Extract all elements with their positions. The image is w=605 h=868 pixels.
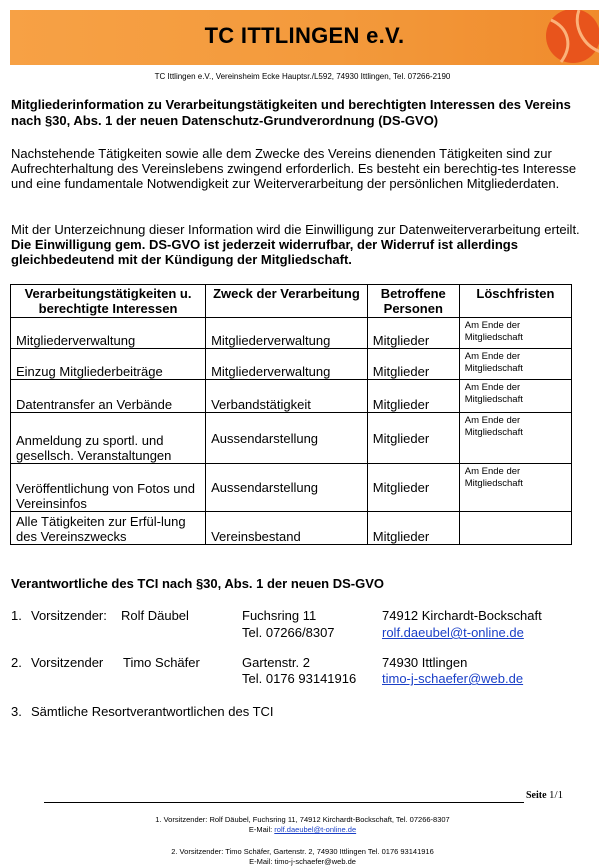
header-purpose: Zweck der Verarbeitung	[206, 285, 368, 318]
table-cell: Mitglieder	[367, 318, 459, 349]
person-email-link[interactable]: rolf.daeubel@t-online.de	[382, 625, 524, 640]
tennis-ball-icon	[539, 10, 599, 65]
footer-email-1	[0, 825, 605, 835]
table-row	[11, 413, 572, 464]
person-city: 74930 Ittlingen	[382, 655, 468, 670]
table-cell	[459, 380, 571, 413]
header-persons: Betroffene Personen	[367, 285, 459, 318]
deletion-text: Am Ende der Mitgliedschaft	[464, 382, 523, 405]
footer-email-link[interactable]: rolf.daeubel@t-online.de	[274, 825, 357, 834]
intro-paragraph: Nachstehende Tätigkeiten sowie alle dem Zwecke des Vereins dienenden Tätigkeiten sind zur Aufrechterhaltung des Vereinslebens zwingend erforderlich. Es besteht ein berechtig-tes Interesse und eine fundamentale Notwendigkeit zur Weiterverarbeitung der persönlichen Mitgliederdaten.	[11, 146, 577, 191]
deletion-text: Am Ende der Mitgliedschaft	[464, 415, 523, 438]
table-header-row	[11, 285, 572, 318]
person-name: Timo Schäfer	[123, 655, 200, 670]
table-cell: Mitglieder	[367, 464, 459, 512]
table-cell	[459, 464, 571, 512]
page-label: Seite	[526, 790, 547, 801]
table-cell: Mitgliederverwaltung	[11, 318, 206, 349]
table-cell: Mitglieder	[367, 413, 459, 464]
table-cell: Veröffentlichung von Fotos und Vereinsinfos	[11, 464, 206, 512]
person-number: 2.	[11, 655, 22, 670]
club-address: TC Ittlingen e.V., Vereinsheim Ecke Hauptsr./L592, 74930 Ittlingen, Tel. 07266-2190	[154, 72, 451, 81]
table-cell	[459, 349, 571, 380]
table-row	[11, 512, 572, 545]
table-cell: Einzug Mitgliederbeiträge	[11, 349, 206, 380]
table-cell	[459, 318, 571, 349]
table-row	[11, 464, 572, 512]
table-cell: Mitgliederverwaltung	[206, 318, 368, 349]
person-number: 1.	[11, 608, 22, 623]
header-banner	[10, 10, 599, 65]
table-cell: Aussendarstellung	[206, 464, 368, 512]
person-phone: Tel. 07266/8307	[242, 625, 335, 640]
header-activities: Verarbeitungstätigkeiten u. berechtigte Interessen	[11, 285, 206, 318]
deletion-text: Am Ende der Mitgliedschaft	[464, 351, 523, 374]
table-cell: Alle Tätigkeiten zur Erfül-lung des Vereinszwecks	[11, 512, 206, 545]
header-deletion: Löschfristen	[459, 285, 571, 318]
table-cell: Vereinsbestand	[206, 512, 368, 545]
table-cell	[459, 413, 571, 464]
footer-divider	[44, 802, 524, 803]
person-street: Fuchsring 11	[242, 608, 317, 623]
consent-text: Mit der Unterzeichnung dieser Information wird die Einwilligung zur Datenweiterverarbeitung erteilt.	[11, 222, 580, 237]
footer-line-2: 2. Vorsitzender: Timo Schäfer, Gartenstr. 2, 74930 Ittlingen Tel. 0176 93141916	[171, 847, 434, 856]
footer-email-label: E-Mail:	[248, 825, 273, 834]
person-role: Vorsitzender:	[31, 608, 107, 623]
table-cell: Mitgliederverwaltung	[206, 349, 368, 380]
table-cell: Verbandstätigkeit	[206, 380, 368, 413]
footer-email-2	[0, 857, 605, 867]
table-cell: Anmeldung zu sportl. und gesellsch. Veranstaltungen	[11, 413, 206, 464]
club-title: TC ITTLINGEN e.V.	[204, 23, 405, 48]
table-row	[11, 318, 572, 349]
footer-email-label: E-Mail:	[249, 857, 273, 866]
item-number: 3.	[11, 704, 22, 719]
footer-line-1: 1. Vorsitzender: Rolf Däubel, Fuchsring 11, 74912 Kirchardt-Bockschaft, Tel. 07266-8307	[155, 815, 450, 824]
processing-table	[10, 284, 572, 545]
person-role: Vorsitzender	[31, 655, 104, 670]
table-cell: Mitglieder	[367, 512, 459, 545]
responsible-heading: Verantwortliche des TCI nach §30, Abs. 1 der neuen DS-GVO	[11, 576, 385, 591]
person-street: Gartenstr. 2	[242, 655, 310, 670]
table-cell: Mitglieder	[367, 380, 459, 413]
table-row	[11, 380, 572, 413]
table-cell: Mitglieder	[367, 349, 459, 380]
deletion-text: Am Ende der Mitgliedschaft	[464, 320, 523, 343]
document-heading: Mitgliederinformation zu Verarbeitungstätigkeiten und berechtigten Interessen des Vereins nach §30, Abs. 1 der neuen Datenschutz-Grundverordnung (DS-GVO)	[11, 97, 571, 128]
person-phone: Tel. 0176 93141916	[242, 671, 357, 686]
resort-responsibles-text: Sämtliche Resortverantwortlichen des TCI	[31, 704, 274, 719]
person-city: 74912 Kirchardt-Bockschaft	[382, 608, 542, 623]
person-email-link[interactable]: timo-j-schaefer@web.de	[382, 671, 524, 686]
consent-revocation-text: Die Einwilligung gem. DS-GVO ist jederzeit widerrufbar, der Widerruf ist allerdings gleichbedeutend mit der Kündigung der Mitgliedschaft.	[11, 237, 518, 267]
table-row	[11, 349, 572, 380]
consent-paragraph	[11, 222, 596, 267]
person-name: Rolf Däubel	[121, 608, 189, 623]
deletion-text: Am Ende der Mitgliedschaft	[464, 466, 523, 489]
footer-email-text[interactable]: timo-j-schaefer@web.de	[274, 857, 356, 866]
table-cell: Datentransfer an Verbände	[11, 380, 206, 413]
page-number	[526, 789, 563, 801]
table-cell: Aussendarstellung	[206, 413, 368, 464]
table-cell	[459, 512, 571, 545]
page-value: 1/1	[549, 789, 564, 801]
